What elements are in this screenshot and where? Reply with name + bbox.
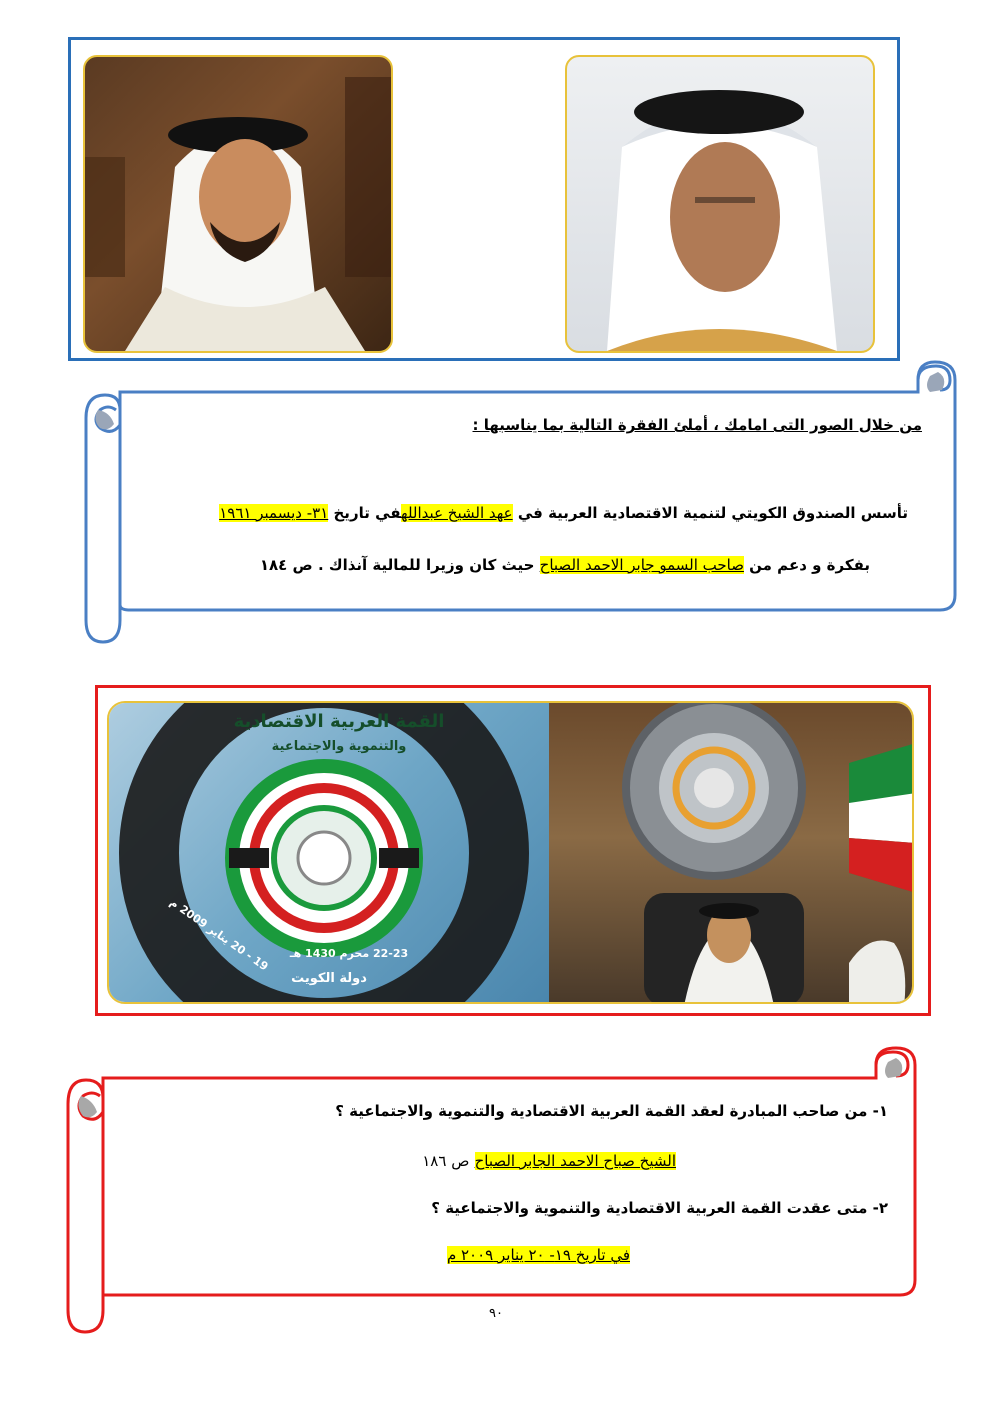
page-number: ٩٠: [489, 1306, 503, 1321]
summit-logo-country: دولة الكويت: [291, 971, 367, 986]
answer-2-line: [447, 1246, 630, 1264]
summit-logo-gregorian-date: 19 - 20 يناير 2009 م: [167, 895, 271, 974]
paragraph-text: تأسس الصندوق الكويتي لتنمية الاقتصادية العربية في: [517, 504, 908, 522]
instruction-text: من خلال الصور التى امامك ، أملئ الفقرة التالية بما يناسبها :: [472, 416, 922, 434]
answer-1-line: [422, 1152, 676, 1170]
summit-logo-hijri-date: 22-23 محرم 1430 هـ: [289, 947, 409, 960]
answer-1-page: ص ١٨٦: [422, 1152, 470, 1170]
answer-highlight: ٣١- ديسمبر ١٩٦١: [219, 504, 329, 522]
paragraph-text: بفكرة و دعم من: [749, 556, 870, 574]
answer-1-highlight: الشيخ صباح الاحمد الجابر الصباح: [474, 1152, 676, 1170]
answer-2-highlight: في تاريخ ١٩- ٢٠ يناير ٢٠٠٩ م: [446, 1246, 630, 1264]
summit-logo-title: القمة العربية الاقتصادية: [233, 711, 445, 732]
answer-highlight: صاحب السمو جابر الاحمد الصباح: [539, 556, 744, 574]
summit-logo-subtitle: والتنموية والاجتماعية: [271, 739, 407, 754]
question-2: ٢- متى عقدت القمة العربية الاقتصادية والتنموية والاجتماعية ؟: [431, 1199, 888, 1217]
paragraph-text: حيث كان وزيرا للمالية آنذاك . ص ١٨٤: [259, 556, 535, 574]
question-1: ١- من صاحب المبادرة لعقد القمة العربية الاقتصادية والتنموية والاجتماعية ؟: [335, 1102, 888, 1120]
answer-highlight: عهد الشيخ عبدالله: [401, 504, 513, 522]
paragraph-text: في تاريخ: [333, 504, 402, 522]
